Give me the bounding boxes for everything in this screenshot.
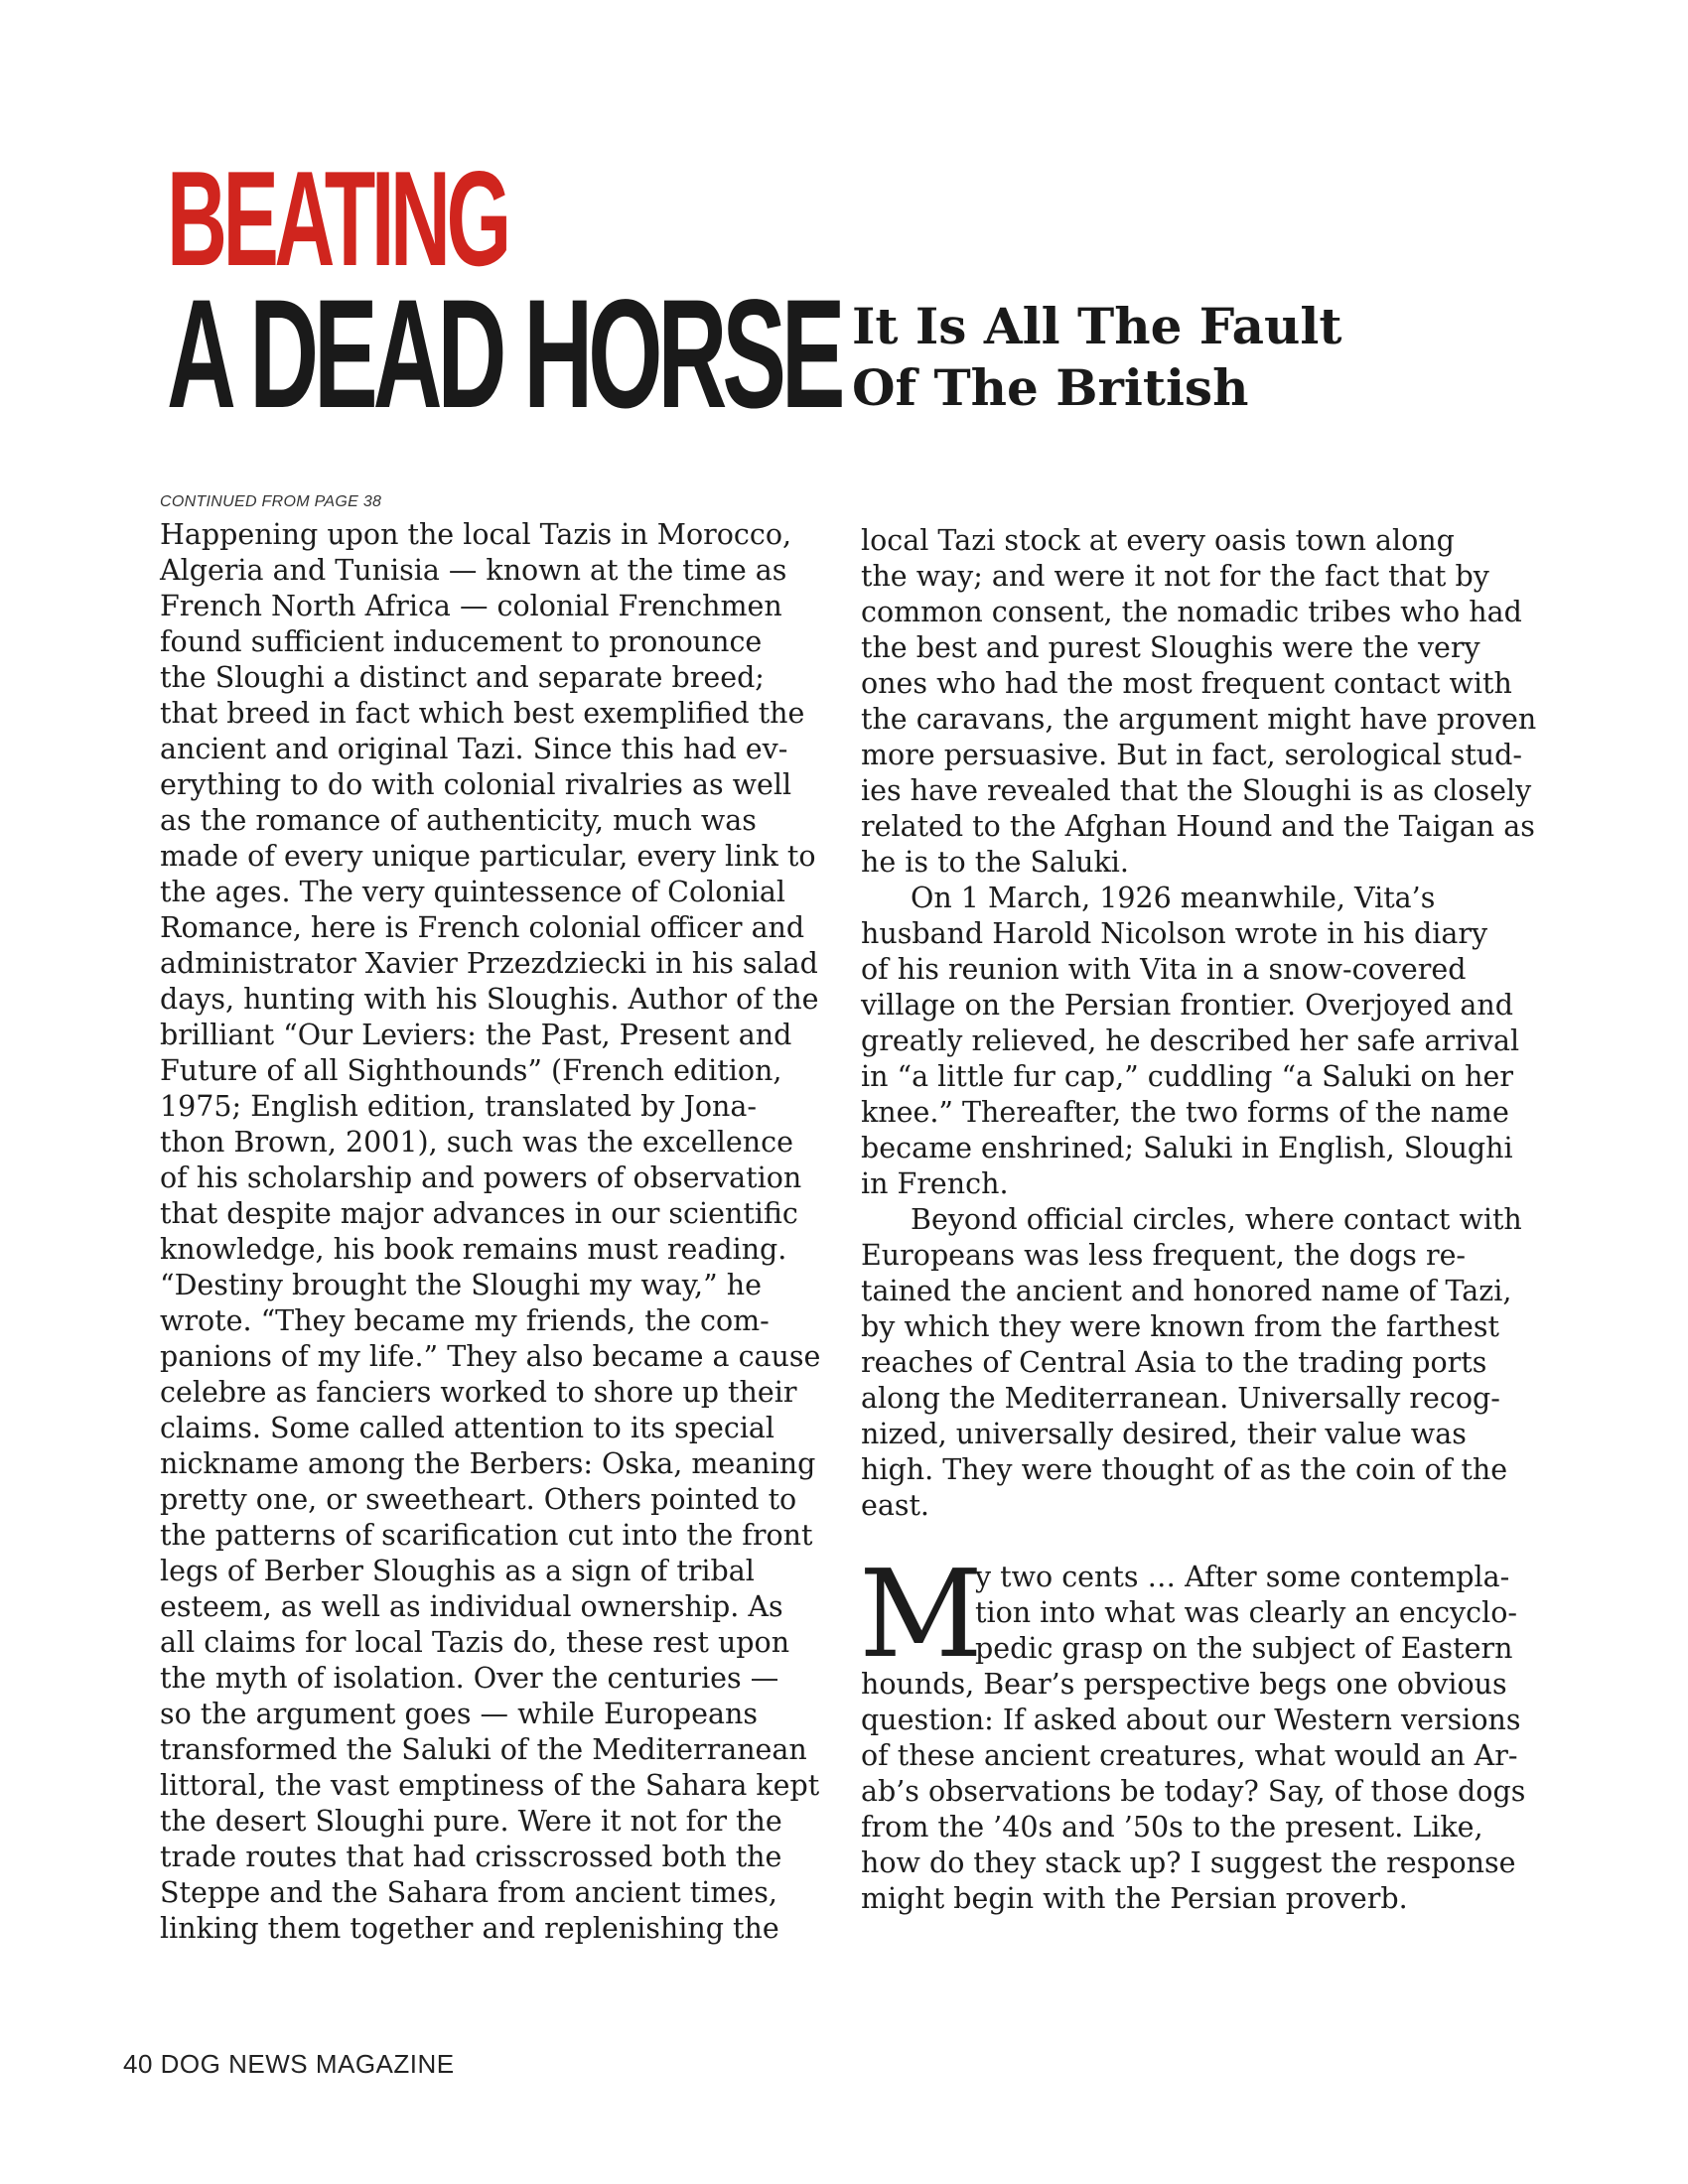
text-line: Happening upon the local Tazis in Morocco, (160, 518, 792, 551)
text-line: husband Harold Nicolson wrote in his diary (861, 917, 1488, 950)
text-line: that despite major advances in our scientific (160, 1197, 798, 1230)
text-line: found sufficient inducement to pronounce (160, 625, 763, 658)
text-line: administrator Xavier Przezdziecki in his salad (160, 947, 818, 980)
text-line: high. They were thought of as the coin of the (861, 1453, 1508, 1486)
text-line: the patterns of scarification cut into the front (160, 1519, 813, 1552)
paragraph-2 (861, 881, 1520, 1202)
headline-block (167, 143, 841, 441)
text-line: ies have revealed that the Sloughi is as closely (861, 774, 1532, 807)
text-line: days, hunting with his Sloughis. Author of the (160, 983, 819, 1016)
text-line: how do they stack up? I suggest the response (861, 1846, 1516, 1879)
text-line: the Sloughi a distinct and separate breed; (160, 661, 765, 694)
text-line: along the Mediterranean. Universally recog- (861, 1382, 1500, 1415)
subtitle-line: Of The British (852, 358, 1249, 417)
text-line: ones who had the most frequent contact with (861, 667, 1512, 700)
text-line: related to the Afghan Hound and the Taigan as (861, 810, 1535, 843)
text-line: the way; and were it not for the fact that by (861, 560, 1489, 593)
continued-note: CONTINUED FROM PAGE 38 (160, 493, 382, 510)
paragraph-1 (861, 523, 1537, 881)
text-line: so the argument goes — while Europeans (160, 1698, 758, 1730)
text-line: nized, universally desired, their value was (861, 1418, 1467, 1450)
text-line: Romance, here is French colonial officer and (160, 911, 805, 944)
text-line: panions of my life.” They also became a cause (160, 1340, 821, 1373)
left-column (160, 517, 821, 1947)
text-line: the caravans, the argument might have proven (861, 703, 1537, 736)
text-line: the best and purest Sloughis were the very (861, 631, 1480, 664)
text-line: in French. (861, 1167, 1009, 1200)
drop-cap: M (859, 1544, 983, 1685)
text-line: ancient and original Tazi. Since this had ev- (160, 733, 788, 765)
text-line: that breed in fact which best exemplified the (160, 697, 805, 730)
text-line: tion into what was clearly an encyclo- (975, 1596, 1517, 1629)
text-line: On 1 March, 1926 meanwhile, Vita’s (911, 882, 1436, 914)
text-line: thon Brown, 2001), such was the excellence (160, 1126, 793, 1159)
text-line: pedic grasp on the subject of Eastern (975, 1632, 1513, 1665)
text-line: brilliant “Our Leviers: the Past, Present and (160, 1019, 792, 1051)
text-line: became enshrined; Saluki in English, Sloughi (861, 1132, 1513, 1164)
paragraph-3 (861, 1202, 1522, 1524)
text-line: ab’s observations be today? Say, of those dogs (861, 1775, 1526, 1808)
text-line: Future of all Sighthounds” (French edition, (160, 1054, 782, 1087)
text-line: the desert Sloughi pure. Were it not for the (160, 1805, 782, 1838)
text-line: village on the Persian frontier. Overjoyed and (861, 989, 1513, 1022)
text-line: of his reunion with Vita in a snow-covered (861, 953, 1467, 986)
text-line: Steppe and the Sahara from ancient times, (160, 1876, 777, 1909)
text-line: reaches of Central Asia to the trading ports (861, 1346, 1487, 1379)
text-line: nickname among the Berbers: Oska, meaning (160, 1447, 816, 1480)
text-line: all claims for local Tazis do, these rest upon (160, 1626, 790, 1659)
text-line: the ages. The very quintessence of Colonial (160, 876, 785, 908)
text-line: of his scholarship and powers of observation (160, 1161, 802, 1194)
text-line: from the ’40s and ’50s to the present. Like, (861, 1811, 1483, 1843)
text-line: common consent, the nomadic tribes who had (861, 596, 1522, 628)
text-line: of these ancient creatures, what would an Ar- (861, 1739, 1518, 1772)
text-line: hounds, Bear’s perspective begs one obvious (861, 1668, 1507, 1701)
text-line: “Destiny brought the Sloughi my way,” he (160, 1269, 762, 1301)
text-line: more persuasive. But in fact, serological stud- (861, 739, 1523, 771)
text-line: legs of Berber Sloughis as a sign of tribal (160, 1555, 755, 1587)
text-line: pretty one, or sweetheart. Others pointed to (160, 1483, 797, 1516)
text-line: transformed the Saluki of the Mediterranean (160, 1733, 807, 1766)
right-column (859, 523, 1537, 1917)
text-line: celebre as fanciers worked to shore up their (160, 1376, 797, 1409)
text-line: trade routes that had crisscrossed both the (160, 1841, 782, 1873)
text-line: Europeans was less frequent, the dogs re- (861, 1239, 1467, 1272)
text-line: erything to do with colonial rivalries as well (160, 768, 792, 801)
headline-title: A DEAD HORSE (167, 268, 841, 441)
text-line: east. (861, 1489, 929, 1522)
text-line: by which they were known from the farthest (861, 1310, 1499, 1343)
text-line: linking them together and replenishing the (160, 1912, 779, 1945)
text-line: greatly relieved, he described her safe arrival (861, 1024, 1520, 1057)
text-line: Algeria and Tunisia — known at the time as (160, 554, 787, 587)
text-line: made of every unique particular, every link to (160, 840, 816, 873)
text-line: Beyond official circles, where contact with (911, 1203, 1522, 1236)
text-line: French North Africa — colonial Frenchmen (160, 590, 782, 622)
text-line: in “a little fur cap,” cuddling “a Saluki on her (861, 1060, 1513, 1093)
text-line: tained the ancient and honored name of Tazi, (861, 1275, 1512, 1307)
text-line: he is to the Saluki. (861, 846, 1129, 879)
text-line: littoral, the vast emptiness of the Sahara kept (160, 1769, 820, 1802)
kicker-title: BEATING (167, 143, 507, 294)
subtitle-line: It Is All The Fault (852, 297, 1342, 355)
text-line: esteem, as well as individual ownership. As (160, 1590, 783, 1623)
text-line: local Tazi stock at every oasis town along (861, 524, 1455, 557)
text-line: claims. Some called attention to its special (160, 1412, 775, 1444)
paragraph-4 (859, 1544, 1526, 1917)
text-line: 1975; English edition, translated by Jona- (160, 1090, 758, 1123)
text-line: the myth of isolation. Over the centuries — (160, 1662, 779, 1695)
text-line: y two cents … After some contempla- (975, 1561, 1510, 1593)
text-line: wrote. “They became my friends, the com- (160, 1304, 770, 1337)
text-line: knowledge, his book remains must reading. (160, 1233, 787, 1266)
page-footer: 40 DOG NEWS MAGAZINE (123, 2049, 455, 2079)
text-line: as the romance of authenticity, much was (160, 804, 757, 837)
subtitle (852, 296, 1448, 419)
text-line: question: If asked about our Western versions (861, 1704, 1521, 1736)
text-line: knee.” Thereafter, the two forms of the name (861, 1096, 1509, 1129)
text-line: might begin with the Persian proverb. (861, 1882, 1408, 1915)
